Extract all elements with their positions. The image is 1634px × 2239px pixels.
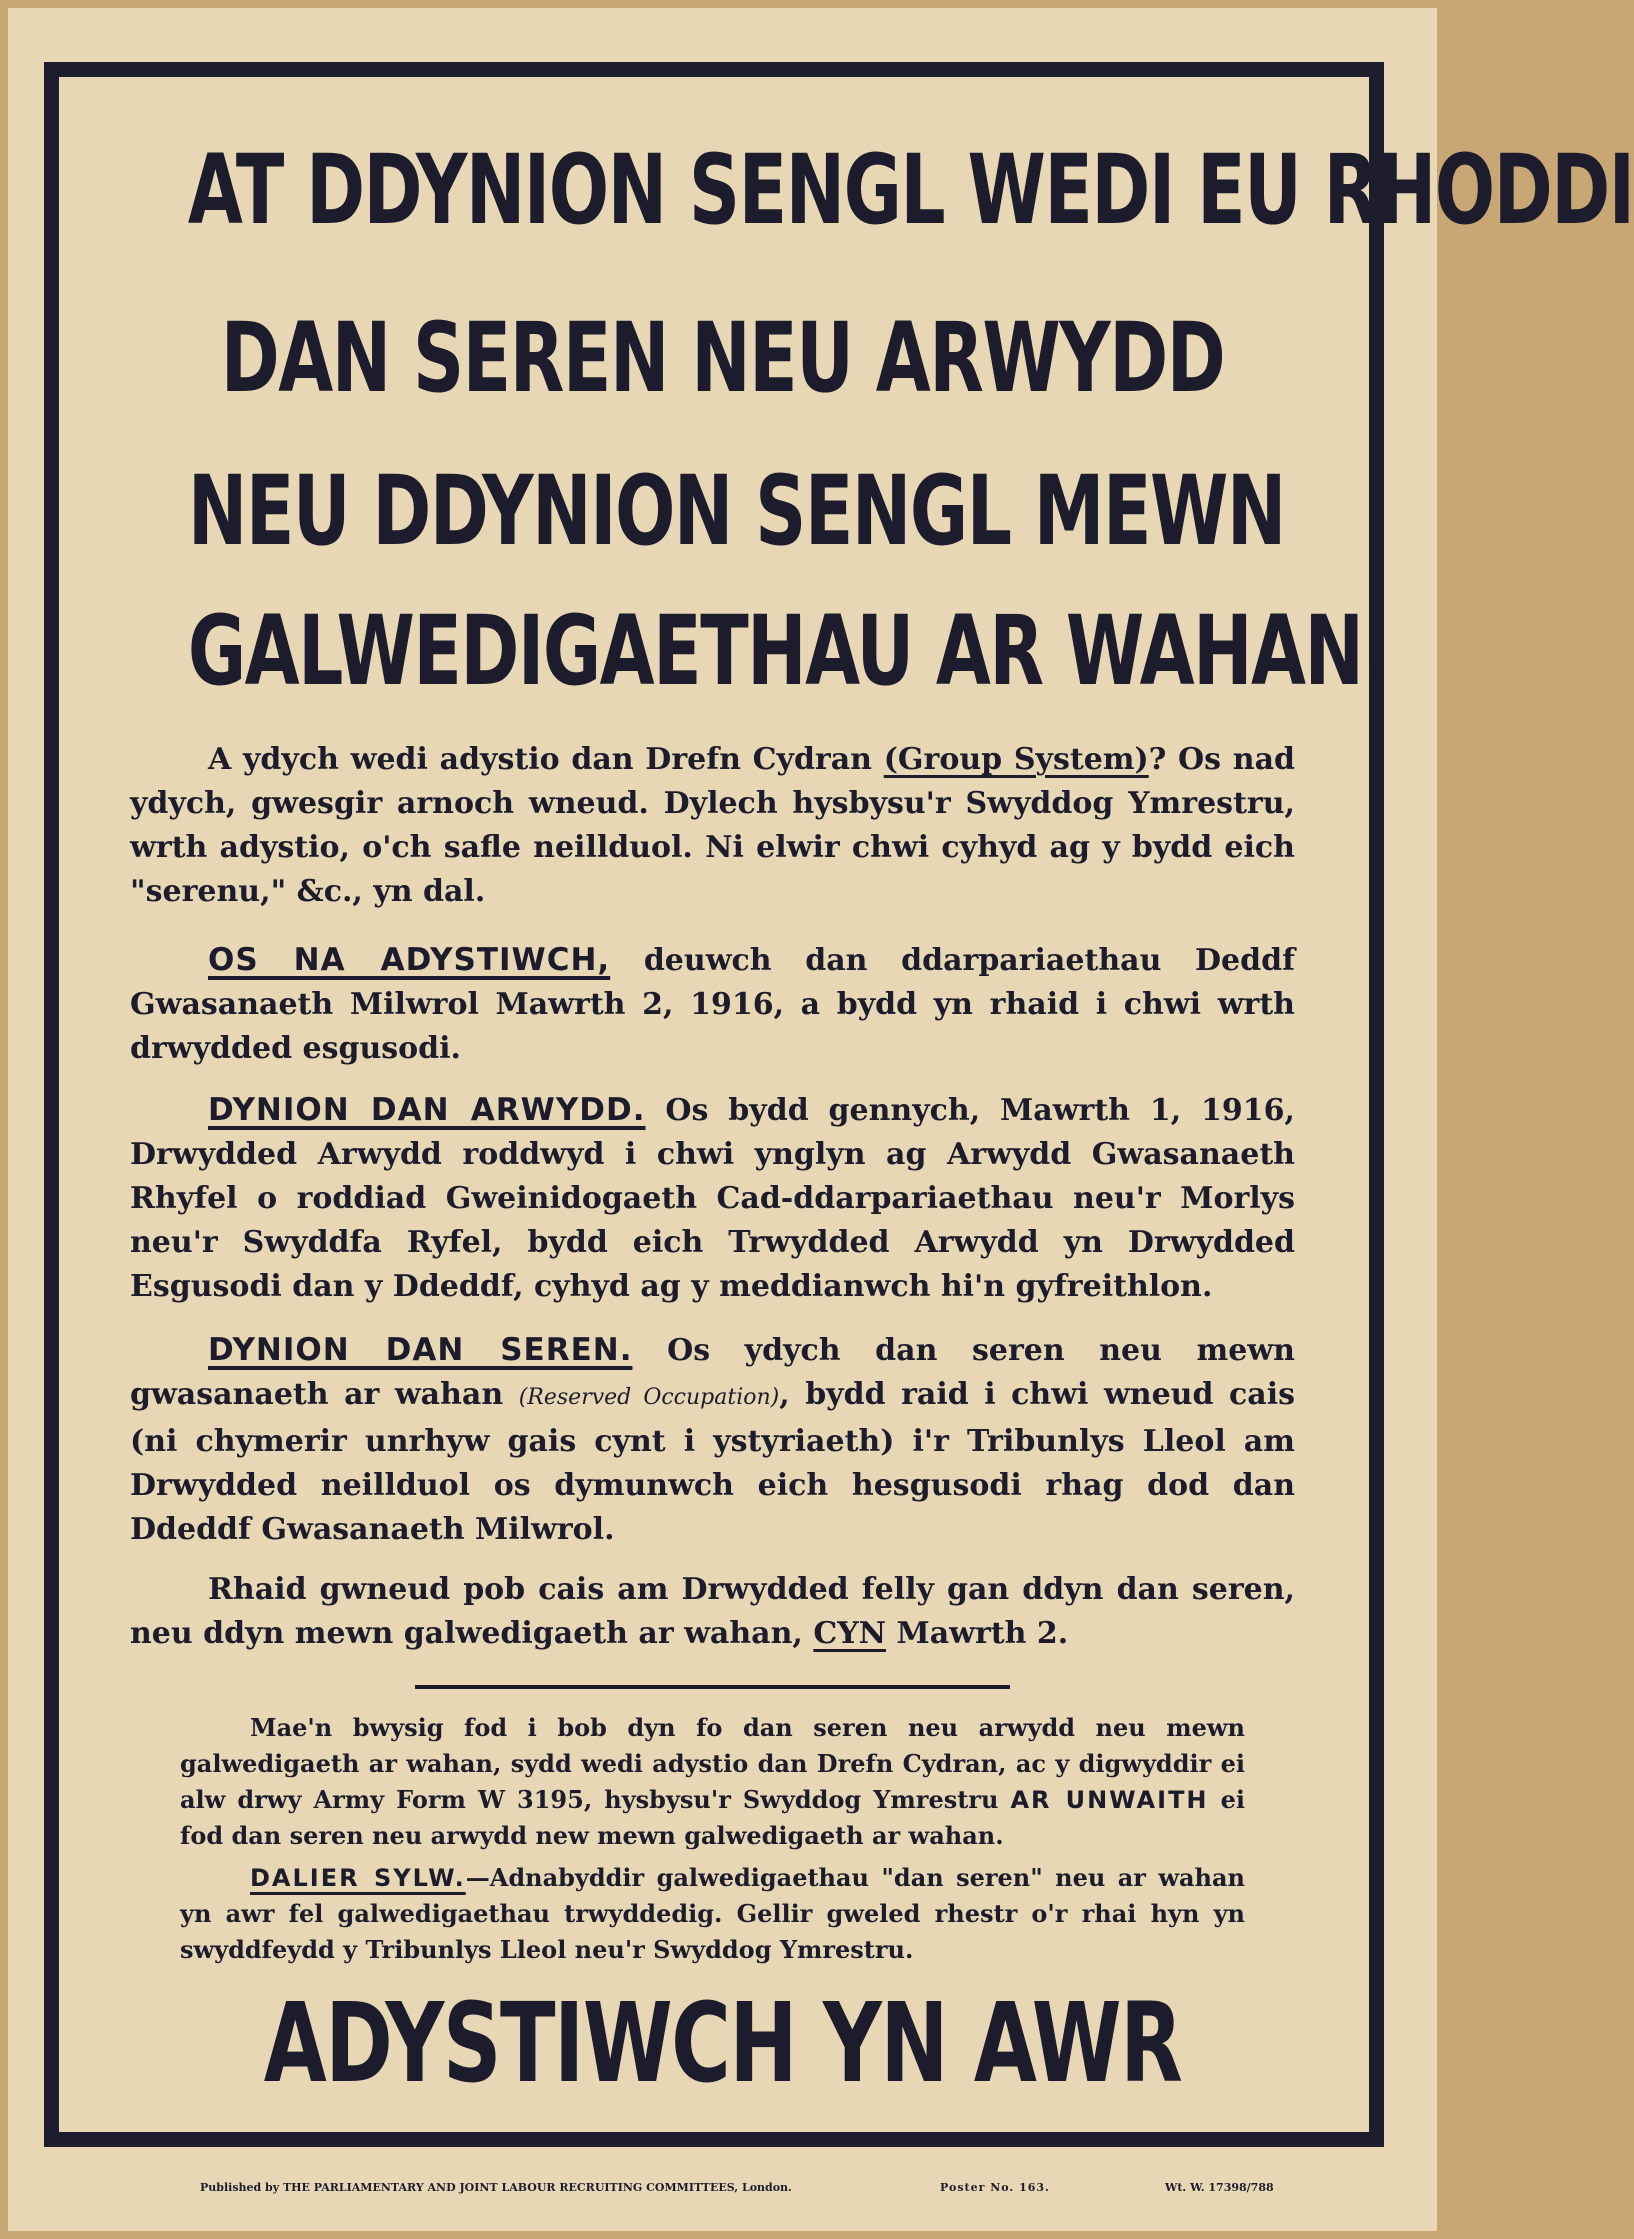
group-system-label: (Group System)	[883, 742, 1149, 777]
p3-text: Os bydd gennych, Mawrth 1, 1916, Drwydded Arwydd roddwyd i chwi ynglyn ag Arwydd Gwasanaeth Rhyfel o roddiad Gweinidogaeth Cad-ddarpariaethau neu'r Morlys neu'r Swyddfa Ryfel, bydd eich Trwydded Arwydd yn Drwydded Esgusodi dan y Ddeddf, cyhyd ag y meddianwch hi'n gyfreithlon.	[130, 1093, 1295, 1304]
p5-text-b: Mawrth 2.	[886, 1616, 1069, 1651]
p5-text-a: Rhaid gwneud pob cais am Drwydded felly gan ddyn dan seren, neu ddyn mewn galwedigaeth ar wahan,	[130, 1572, 1295, 1651]
dalier-sylw-heading: DALIER SYLW.	[250, 1864, 466, 1892]
p1-text-b: ? Os nad ydych, gwesgir arnoch wneud. Dylech hysbysu'r Swyddog Ymrestru, wrth adystio, o'ch safle neillduol. Ni elwir chwi cyhyd ag y bydd eich "serenu," &c., yn dal.	[130, 742, 1296, 909]
n2-text: —Adnabyddir galwedigaethau "dan seren" neu ar wahan yn awr fel galwedigaethau trwyddedig. Gellir gweled rhestr o'r rhai hyn yn swyddfeydd y Tribunlys Lleol neu'r Swyddog Ymrestru.	[180, 1863, 1245, 1964]
paragraph-os-na-adystiwch	[130, 938, 1295, 1071]
paragraph-group-system	[130, 738, 1295, 914]
reserved-occupation-label: (Reserved Occupation)	[518, 1385, 780, 1410]
headline-line-3: NEU DDYNION SENGL MEWN	[187, 455, 1285, 567]
ar-unwaith-label: AR UNWAITH	[1010, 1786, 1209, 1814]
note-army-form	[180, 1710, 1245, 1854]
print-weight-code: Wt. W. 17398/788	[1165, 2181, 1274, 2194]
n1-text-a: Mae'n bwysig fod i bob dyn fo dan seren neu arwydd neu mewn galwedigaeth ar wahan, sydd wedi adystio dan Drefn Cydran, ac y digwyddir ei alw drwy Army Form W 3195, hysbysu'r Swyddog Ymrestru	[180, 1713, 1245, 1814]
publisher-credit: Published by THE PARLIAMENTARY AND JOINT LABOUR RECRUITING COMMITTEES, London.	[200, 2181, 792, 2194]
n1-text-b: ei fod dan seren neu arwydd new mewn galwedigaeth ar wahan.	[180, 1785, 1245, 1850]
p4-text-b: , bydd raid i chwi wneud cais (ni chymerir unrhyw gais cynt i ystyriaeth) i'r Tribunlys Lleol am Drwydded neillduol os dymunwch eich hesgusodi rhag dod dan Ddeddf Gwasanaeth Milwrol.	[130, 1377, 1295, 1547]
headline-line-1: AT DDYNION SENGL WEDI EU RHODDI	[187, 134, 1634, 246]
paragraph-dynion-dan-seren	[130, 1328, 1295, 1552]
p2-text: deuwch dan ddarpariaethau Deddf Gwasanaeth Milwrol Mawrth 2, 1916, a bydd yn rhaid i chwi wrth drwydded esgusodi.	[130, 943, 1295, 1066]
headline-line-2: DAN SEREN NEU ARWYDD	[220, 302, 1225, 414]
os-na-adystiwch-heading: OS NA ADYSTIWCH,	[208, 942, 611, 978]
headline-line-4: GALWEDIGAETHAU AR WAHAN.	[187, 595, 1389, 707]
dynion-dan-arwydd-heading: DYNION DAN ARWYDD.	[208, 1092, 646, 1128]
divider-rule	[415, 1685, 1010, 1689]
p4-text-a: Os ydych dan seren neu mewn gwasanaeth ar wahan	[130, 1333, 1295, 1412]
bottom-headline: ADYSTIWCH YN AWR	[263, 1979, 1182, 2107]
note-dalier-sylw	[180, 1860, 1245, 1968]
dynion-dan-seren-heading: DYNION DAN SEREN.	[208, 1332, 633, 1368]
p1-text-a: A ydych wedi adystio dan Drefn Cydran	[208, 742, 884, 777]
paragraph-dynion-dan-arwydd	[130, 1088, 1295, 1309]
paragraph-rhaid-gwneud	[130, 1568, 1295, 1656]
cyn-label: CYN	[813, 1616, 887, 1651]
poster-number: Poster No. 163.	[940, 2181, 1050, 2194]
